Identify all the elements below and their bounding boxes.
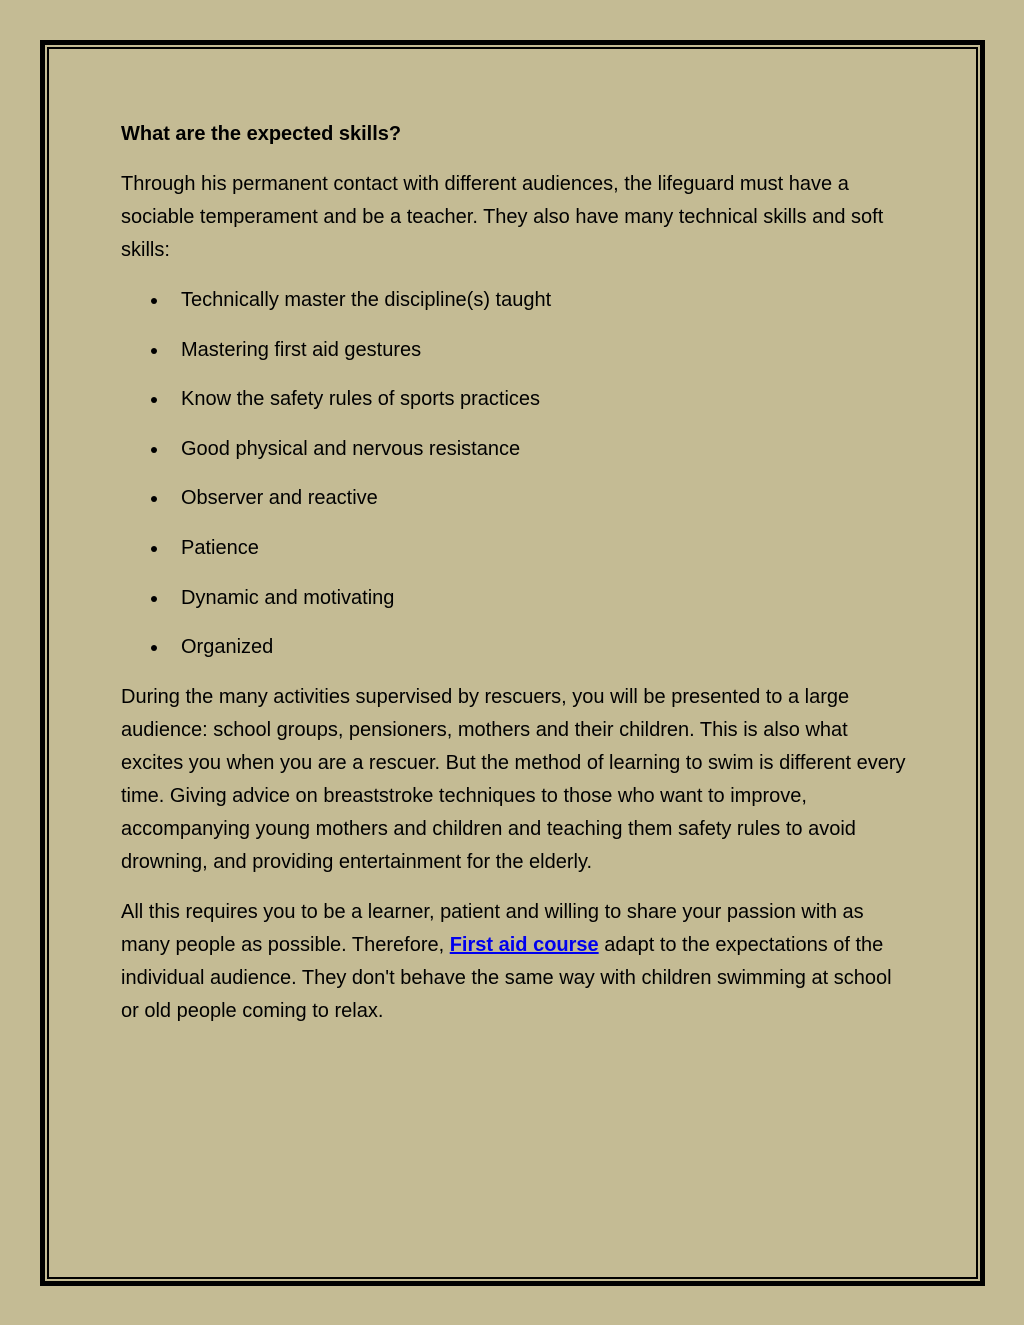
closing-text-after-link: adapt to the expectations of the individual audience. They don't behave the same way with children swimming at school or old people coming to relax. xyxy=(121,934,892,1023)
list-item-text: Organized xyxy=(181,636,274,659)
list-item xyxy=(121,334,911,367)
skills-list xyxy=(121,284,911,664)
list-item-text: Dynamic and motivating xyxy=(181,586,395,609)
list-item xyxy=(121,582,911,615)
first-aid-course-link[interactable]: First aid course xyxy=(449,934,599,957)
closing-paragraph xyxy=(121,896,911,1028)
bullet-icon xyxy=(151,298,157,304)
bullet-icon xyxy=(151,496,157,502)
list-item-text: Observer and reactive xyxy=(181,487,378,510)
list-item xyxy=(121,631,911,664)
list-item-text: Know the safety rules of sports practices xyxy=(181,388,541,411)
section-heading: What are the expected skills? xyxy=(121,123,402,145)
list-item-text: Technically master the discipline(s) taught xyxy=(181,289,552,311)
bullet-icon xyxy=(151,348,157,354)
list-item xyxy=(121,482,911,515)
list-item xyxy=(121,532,911,565)
bullet-icon xyxy=(151,397,157,403)
list-item-text: Mastering first aid gestures xyxy=(181,338,422,361)
list-item-text: Good physical and nervous resistance xyxy=(181,437,521,460)
closing-text-before-link: All this requires you to be a learner, patient and willing to share your passion with as many people as possible. Therefore, xyxy=(121,901,864,957)
bullet-icon xyxy=(151,447,157,453)
bullet-icon xyxy=(151,596,157,602)
list-item xyxy=(121,433,911,466)
bullet-icon xyxy=(151,546,157,552)
list-item xyxy=(121,284,911,317)
bullet-icon xyxy=(151,645,157,651)
list-item xyxy=(121,383,911,416)
document-body xyxy=(121,118,911,1045)
list-item-text: Patience xyxy=(181,536,259,559)
activities-paragraph: During the many activities supervised by rescuers, you will be presented to a large audience: school groups, pensioners, mothers and their children. This is also what excites you when you are a rescuer. But the method of learning to swim is different every time. Giving advice on breaststroke techniques to those who want to improve, accompanying young mothers and children and teaching them safety rules to avoid drowning, and providing entertainment for the elderly. xyxy=(121,686,906,874)
intro-paragraph: Through his permanent contact with different audiences, the lifeguard must have a sociable temperament and be a teacher. They also have many technical skills and soft skills: xyxy=(121,173,884,261)
